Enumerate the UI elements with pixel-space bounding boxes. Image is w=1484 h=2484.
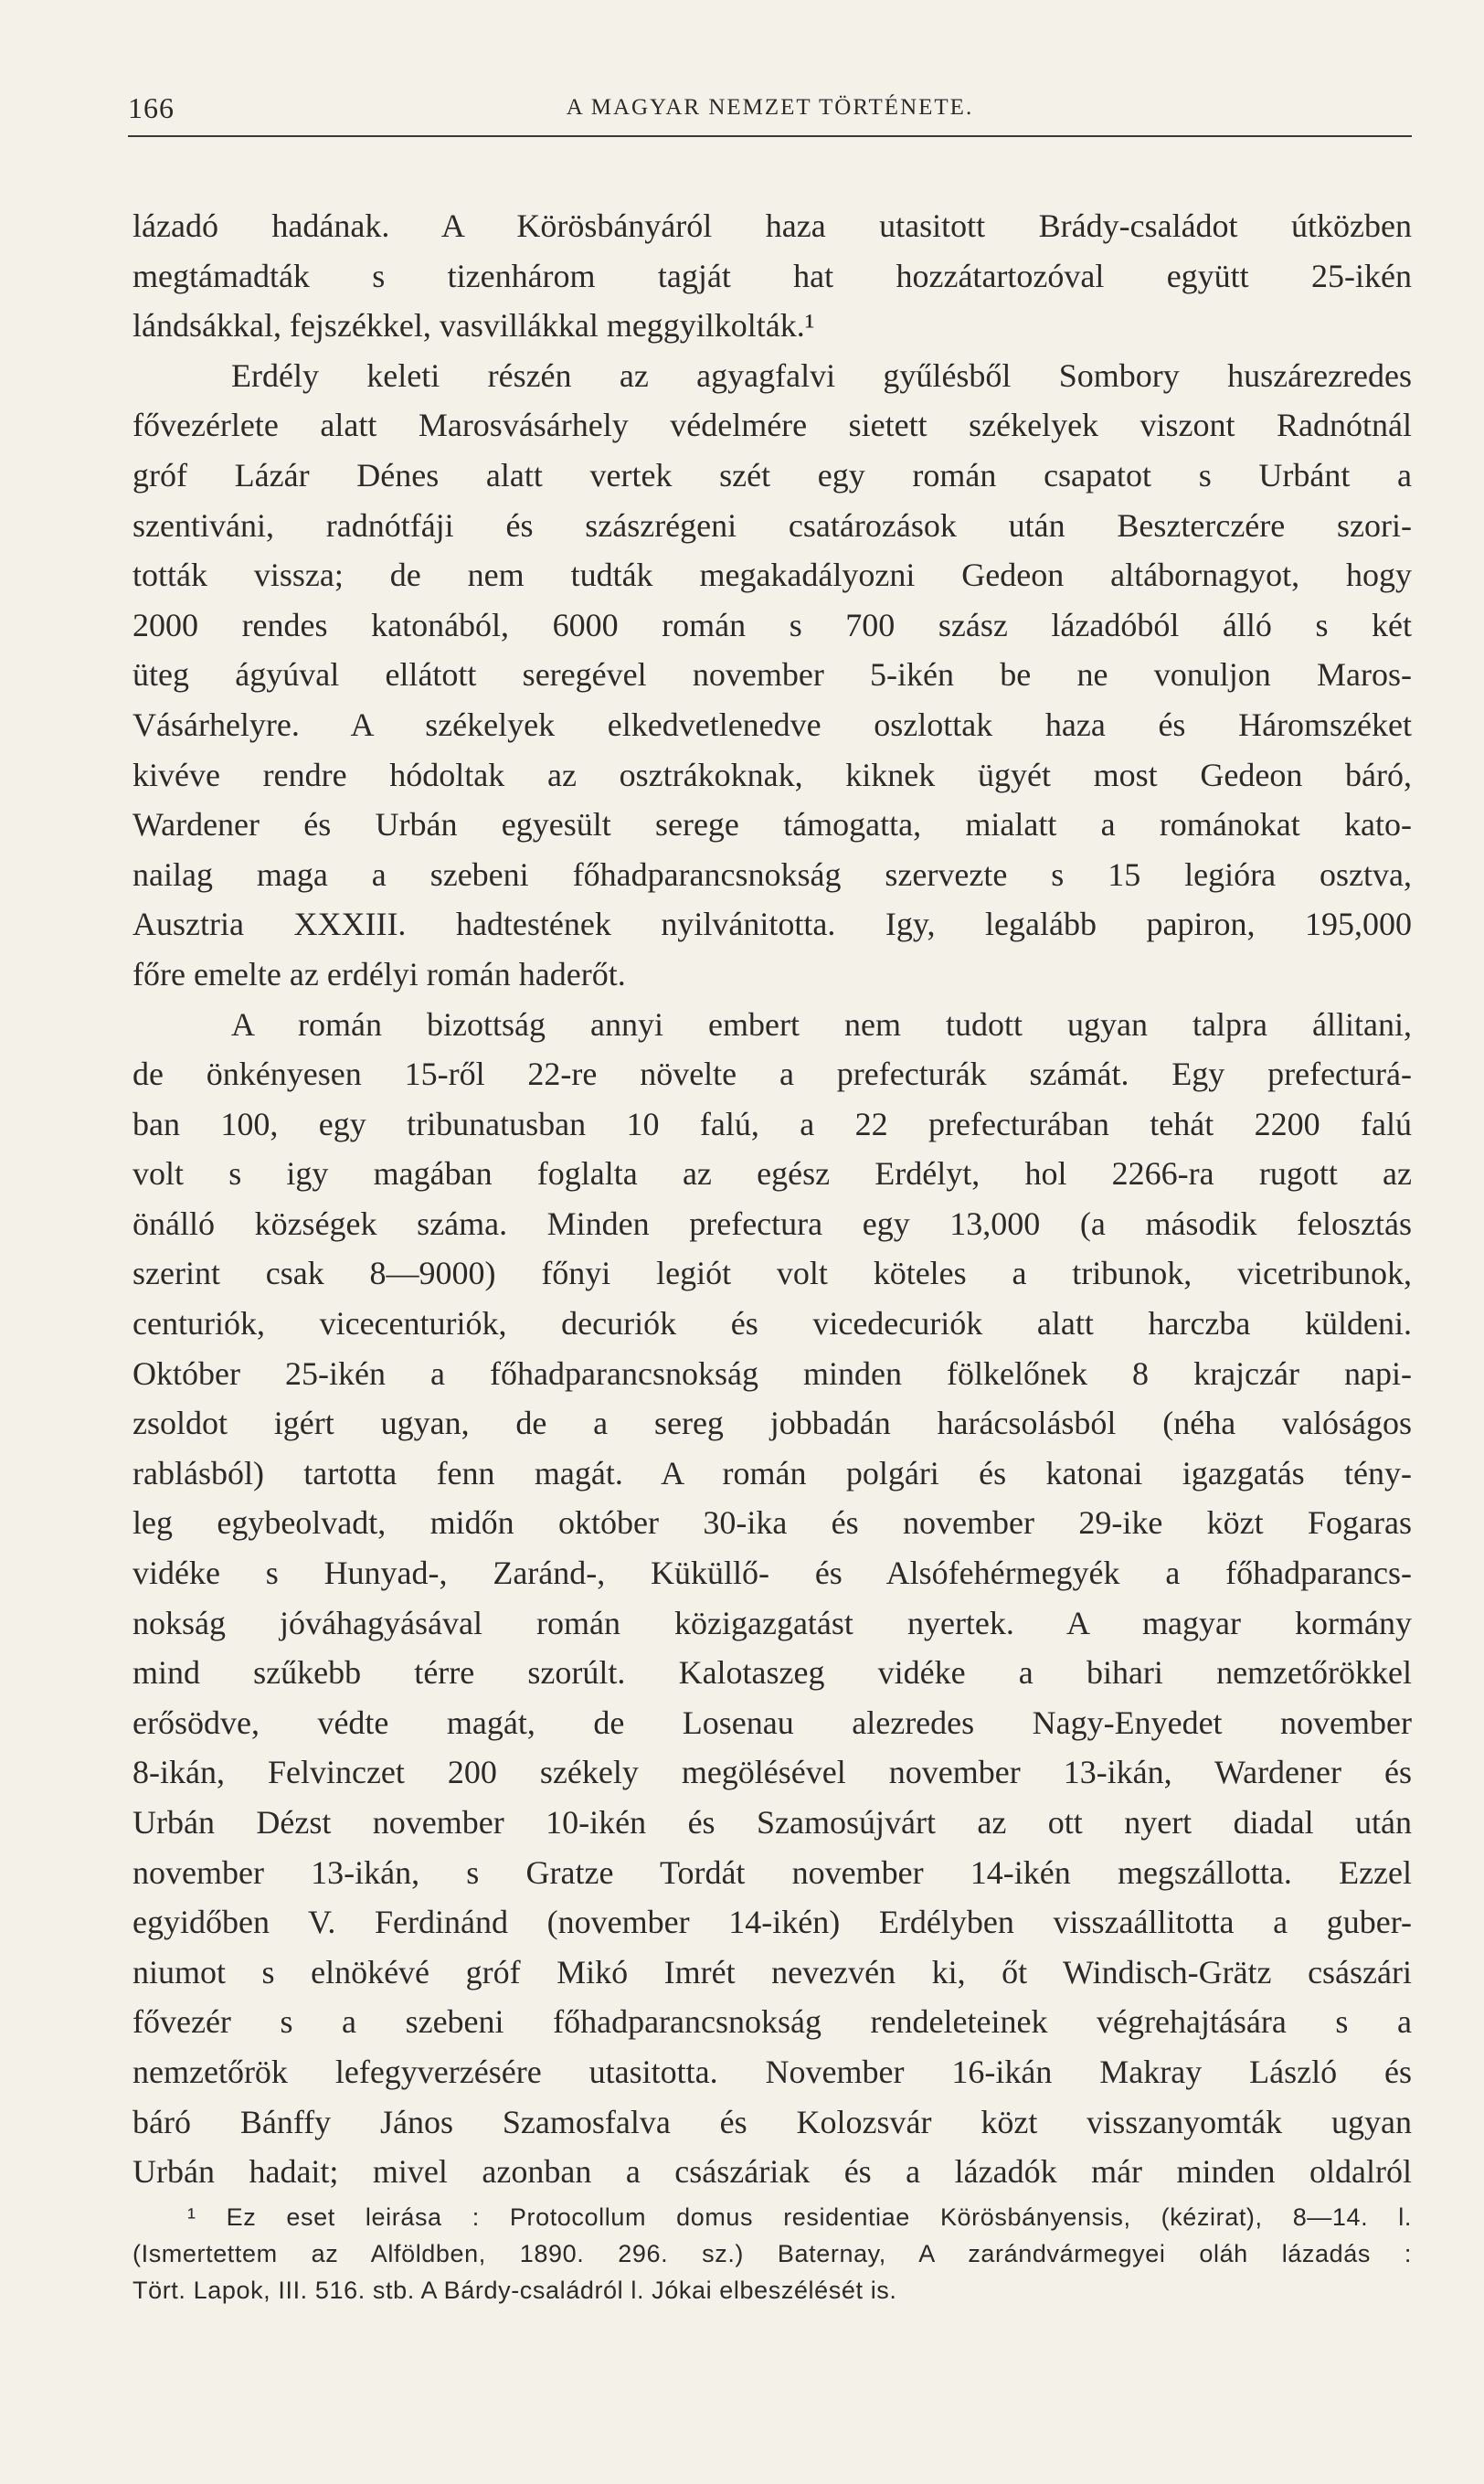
text-line: centuriók, vicecenturiók, decuriók és vicedecuriók alatt harczba küldeni. [132,1305,1412,1343]
text-line: fővezér s a szebeni főhadparancsnokság rendeleteinek végrehajtására s a [132,2003,1412,2041]
text-line: 2000 rendes katonából, 6000 román s 700 szász lázadóból álló s két [132,606,1412,643]
text-line: november 13-ikán, s Gratze Tordát november 14-ikén megszállotta. Ezzel [132,1853,1412,1891]
text-line: Erdély keleti részén az agyagfalvi gyűlésből Sombory huszárezredes [231,356,1412,394]
text-line: zsoldot igért ugyan, de a sereg jobbadán harácsolásból (néha valóságos [132,1405,1412,1442]
text-line: erősödve, védte magát, de Losenau alezredes Nagy-Enyedet november [132,1704,1412,1741]
text-line: főre emelte az erdélyi román haderőt. [132,955,626,993]
text-line: rablásból) tartotta fenn magát. A román polgári és katonai igazgatás tény- [132,1454,1412,1491]
text-line: nailag maga a szebeni főhadparancsnokság szervezte s 15 legióra osztva, [132,855,1412,893]
text-line: volt s igy magában foglalta az egész Erdélyt, hol 2266-ra rugott az [132,1155,1412,1193]
text-line: Urbán Dézst november 10-ikén és Szamosújvárt az ott nyert diadal után [132,1804,1412,1841]
text-line: Október 25-ikén a főhadparancsnokság minden fölkelőnek 8 krajczár napi- [132,1354,1412,1392]
text-line: tották vissza; de nem tudták megakadályozni Gedeon altábornagyot, hogy [132,557,1412,594]
text-line: szentiváni, radnótfáji és szászrégeni csatározások után Beszterczére szori- [132,506,1412,544]
text-line: leg egybeolvadt, midőn október 30-ika és november 29-ike közt Fogaras [132,1504,1412,1542]
text-line: niumot s elnökévé gróf Mikó Imrét nevezvén ki, őt Windisch-Grätz császári [132,1953,1412,1990]
text-line: Urbán hadait; mivel azonban a császáriak és a lázadók már minden oldalról [132,2153,1412,2191]
text-line: vidéke s Hunyad-, Zaránd-, Küküllő- és Alsófehérmegyék a főhadparancs- [132,1555,1412,1592]
text-line: egyidőben V. Ferdinánd (november 14-ikén) Erdélyben visszaállitotta a guber- [132,1904,1412,1941]
header-rule [128,135,1412,137]
body-text [132,201,1412,2197]
text-line: lázadó hadának. A Körösbányáról haza utasitott Brády-családot útközben [132,207,1412,244]
text-line: kivéve rendre hódoltak az osztrákoknak, kiknek ügyét most Gedeon báró, [132,756,1412,793]
footnote-line: ¹ Ez eset leirása : Protocollum domus residentiae Körösbányensis, (kézirat), 8—14. l. [187,2203,1412,2231]
text-line: A román bizottság annyi embert nem tudott ugyan talpra állitani, [231,1005,1412,1043]
running-title: A MAGYAR NEMZET TÖRTÉNETE. [566,95,974,120]
text-line: de önkényesen 15-ről 22-re növelte a prefecturák számát. Egy prefecturá- [132,1056,1412,1093]
text-line: Vásárhelyre. A székelyek elkedvetlenedve oszlottak haza és Háromszéket [132,706,1412,743]
text-line: fővezérlete alatt Marosvásárhely védelmére sietett székelyek viszont Radnótnál [132,407,1412,444]
text-line: lándsákkal, fejszékkel, vasvillákkal meggyilkolták.¹ [132,307,815,345]
text-line: nokság jóváhagyásával román közigazgatást nyertek. A magyar kormány [132,1604,1412,1641]
text-line: báró Bánffy János Szamosfalva és Kolozsvár közt visszanyomták ugyan [132,2103,1412,2140]
footnotes [132,2199,1412,2309]
text-line: ban 100, egy tribunatusban 10 falú, a 22 prefecturában tehát 2200 falú [132,1105,1412,1142]
text-line: üteg ágyúval ellátott seregével november 5-ikén be ne vonuljon Maros- [132,656,1412,694]
text-line: Wardener és Urbán egyesült serege támogatta, mialatt a románokat kato- [132,806,1412,844]
footnote-line: Tört. Lapok, III. 516. stb. A Bárdy-családról l. Jókai elbeszélését is. [132,2277,897,2304]
text-line: 8-ikán, Felvinczet 200 székely megölésével november 13-ikán, Wardener és [132,1754,1412,1791]
page-header [128,91,1412,135]
text-line: Ausztria XXXIII. hadtestének nyilvánitotta. Igy, legalább papiron, 195,000 [132,906,1412,943]
text-line: mind szűkebb térre szorúlt. Kalotaszeg vidéke a bihari nemzetőrökkel [132,1654,1412,1692]
text-line: megtámadták s tizenhárom tagját hat hozzátartozóval együtt 25-ikén [132,257,1412,294]
text-line: nemzetőrök lefegyverzésére utasitotta. November 16-ikán Makray László és [132,2053,1412,2090]
footnote-line: (Ismertettem az Alföldben, 1890. 296. sz.) Baternay, A zarándvármegyei oláh lázadás : [132,2240,1412,2267]
text-line: gróf Lázár Dénes alatt vertek szét egy román csapatot s Urbánt a [132,456,1412,494]
page-number: 166 [128,91,175,124]
text-line: szerint csak 8—9000) főnyi legiót volt köteles a tribunok, vicetribunok, [132,1255,1412,1292]
text-line: önálló községek száma. Minden prefectura egy 13,000 (a második felosztás [132,1205,1412,1242]
